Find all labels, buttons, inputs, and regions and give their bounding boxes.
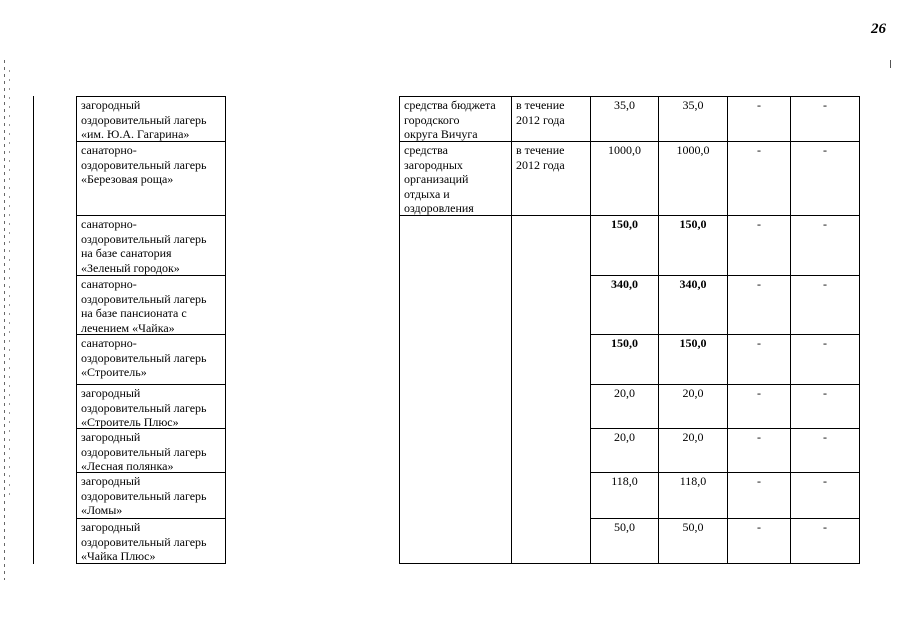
camp-name-cell: загородный оздоровительный лагерь «Строитель Плюс» <box>81 386 207 429</box>
value-cell: 1000,0 <box>676 143 710 157</box>
value-cell: 150,0 <box>679 336 707 350</box>
value-cell: 35,0 <box>682 98 704 112</box>
value-cell: 118,0 <box>679 474 707 488</box>
value-cell: - <box>757 474 761 488</box>
funding-source-cell: средства загородных организаций отдыха и оздоровления <box>404 143 474 215</box>
value-cell: 340,0 <box>611 277 638 291</box>
value-cell: - <box>757 277 761 291</box>
value-cell: 118,0 <box>611 474 638 488</box>
camp-name-cell: санаторно- оздоровительный лагерь на базе санатория «Зеленый городок» <box>81 217 207 275</box>
value-cell: 20,0 <box>682 386 704 400</box>
value-cell: 150,0 <box>679 217 707 231</box>
value-cell: 50,0 <box>682 520 704 534</box>
value-cell: - <box>823 336 827 350</box>
value-cell: 35,0 <box>614 98 635 112</box>
value-cell: - <box>757 520 761 534</box>
table-hline <box>399 563 860 564</box>
scan-mark <box>890 60 891 68</box>
camp-name-cell: загородный оздоровительный лагерь «Чайка Плюс» <box>81 520 207 563</box>
value-cell: - <box>757 217 761 231</box>
value-cell: - <box>823 217 827 231</box>
value-cell: 20,0 <box>682 430 704 444</box>
camp-name-cell: санаторно- оздоровительный лагерь на базе пансионата с лечением «Чайка» <box>81 277 207 335</box>
scan-edge-artifact <box>4 60 5 580</box>
value-cell: - <box>823 520 827 534</box>
value-cell: 150,0 <box>611 217 638 231</box>
value-cell: - <box>757 143 761 157</box>
value-cell: - <box>823 98 827 112</box>
value-cell: - <box>823 143 827 157</box>
camp-name-cell: санаторно- оздоровительный лагерь «Строитель» <box>81 336 207 379</box>
period-cell: в течение 2012 года <box>516 143 565 172</box>
value-cell: - <box>823 386 827 400</box>
value-cell: 150,0 <box>611 336 638 350</box>
scan-edge-artifact-2 <box>9 70 10 500</box>
camp-name-cell: загородный оздоровительный лагерь «Лесная полянка» <box>81 430 207 473</box>
binding-line <box>33 96 34 564</box>
value-cell: - <box>757 336 761 350</box>
value-cell: - <box>823 474 827 488</box>
value-cell: - <box>823 430 827 444</box>
camp-name-cell: загородный оздоровительный лагерь «Ломы» <box>81 474 207 517</box>
value-cell: - <box>757 386 761 400</box>
value-cell: - <box>823 277 827 291</box>
funding-source-cell: средства бюджета городского округа Вичуга <box>404 98 496 141</box>
table-vline <box>859 96 860 563</box>
value-cell: - <box>757 98 761 112</box>
camp-name-cell: санаторно- оздоровительный лагерь «Березовая роща» <box>81 143 207 186</box>
value-cell: 340,0 <box>679 277 707 291</box>
value-cell: 20,0 <box>614 430 635 444</box>
period-cell: в течение 2012 года <box>516 98 565 127</box>
value-cell: - <box>757 430 761 444</box>
value-cell: 1000,0 <box>608 143 641 157</box>
page-number: 26 <box>871 21 886 37</box>
value-cell: 20,0 <box>614 386 635 400</box>
camp-name-cell: загородный оздоровительный лагерь «им. Ю.А. Гагарина» <box>81 98 207 141</box>
table-vline <box>225 96 226 563</box>
value-cell: 50,0 <box>614 520 635 534</box>
